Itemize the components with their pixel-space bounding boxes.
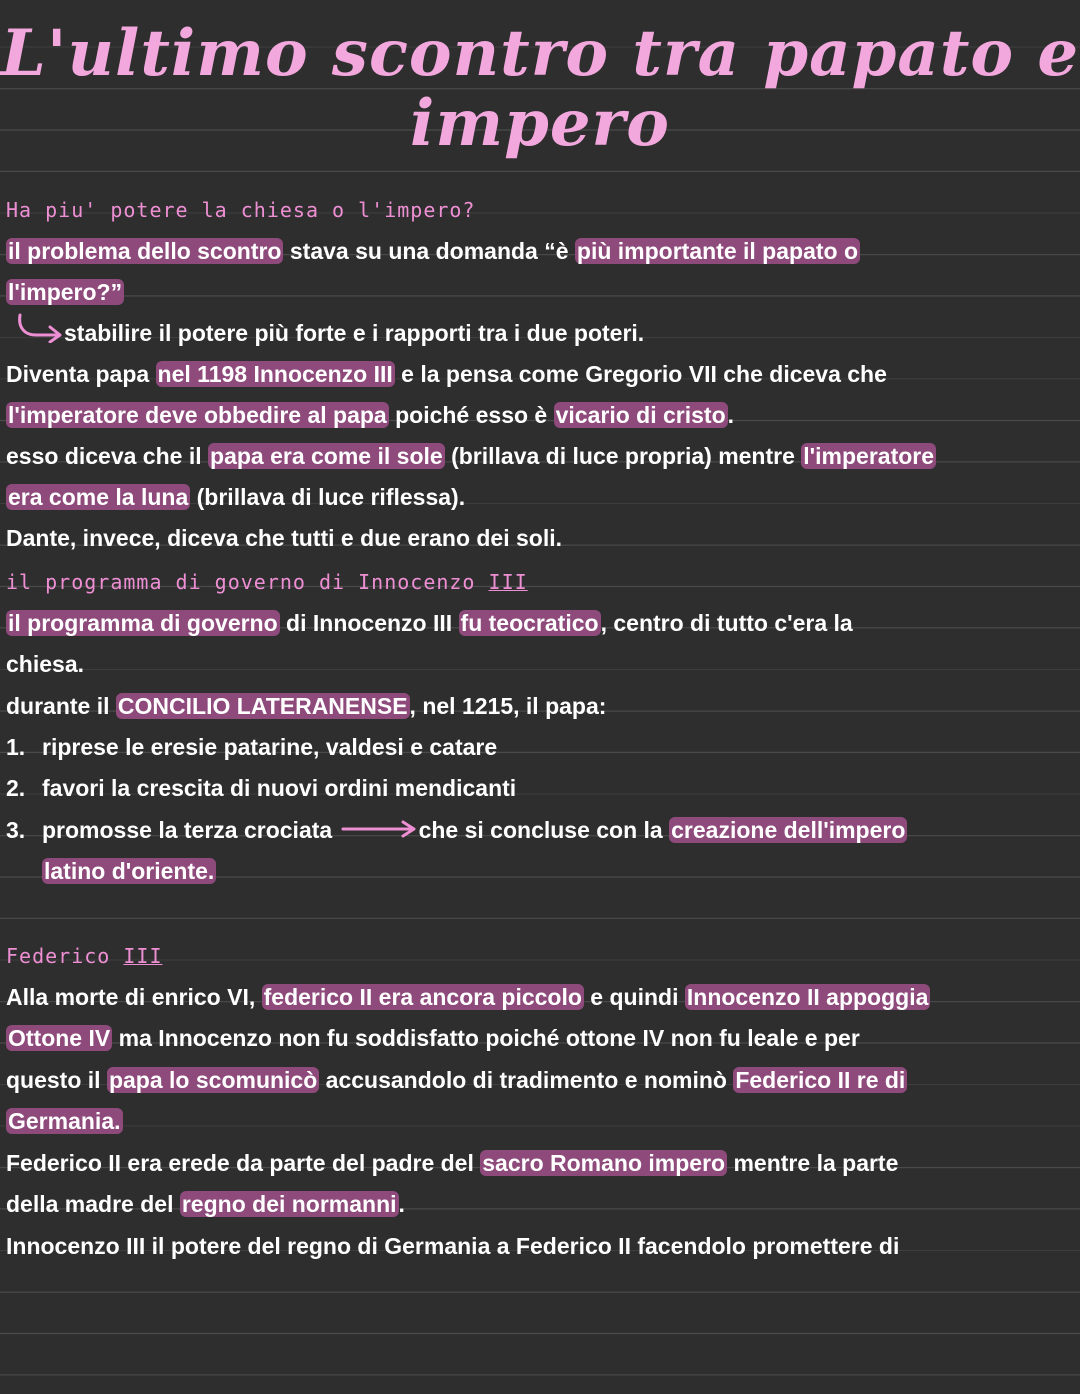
text-run: .	[727, 402, 735, 428]
text-run: che si concluse con la	[418, 817, 670, 843]
heading-text: il programma di governo di Innocenzo	[6, 570, 489, 594]
paragraph-line	[6, 977, 1072, 1018]
paragraph-line	[6, 272, 1072, 313]
paragraph-line	[6, 1101, 1072, 1142]
highlight: Federico II re di	[735, 1067, 906, 1093]
heading-underlined: III	[488, 570, 528, 594]
paragraph-line	[6, 1018, 1072, 1059]
highlight: vicario di cristo	[555, 402, 726, 428]
paragraph-line	[6, 436, 1072, 477]
curved-arrow-icon	[6, 313, 64, 356]
text-run: accusandolo di tradimento e nominò	[319, 1067, 734, 1093]
highlight: fu teocratico	[460, 610, 599, 636]
highlight: Ottone IV	[8, 1025, 111, 1051]
paragraph-line	[6, 231, 1072, 272]
text-run: stava su una domanda “è	[283, 238, 575, 264]
highlight: nel 1198 Innocenzo III	[157, 361, 393, 387]
highlight: regno dei normanni	[181, 1191, 397, 1217]
highlight: creazione dell'impero	[671, 817, 906, 843]
text-run: stabilire il potere più forte e i rapporti tra i due poteri.	[64, 320, 645, 346]
text-run: esso diceva che il	[6, 443, 209, 469]
paragraph-line	[6, 1184, 1072, 1225]
text-run: , nel 1215, il papa:	[409, 693, 607, 719]
highlight: l'impero?”	[8, 279, 123, 305]
list-item-continuation	[6, 851, 1072, 892]
paragraph-line: chiesa.	[6, 651, 84, 677]
text-run: della madre del	[6, 1191, 180, 1217]
text-run: .	[398, 1191, 405, 1217]
text-run: e la pensa come Gregorio VII che diceva che	[394, 361, 887, 387]
section-heading-program	[6, 562, 1072, 603]
page-title-line-1: L'ultimo scontro tra papato e	[0, 16, 1080, 91]
paragraph-line	[6, 1060, 1072, 1101]
section-heading-federico	[6, 936, 1072, 977]
highlight: Germania.	[8, 1108, 121, 1134]
list-text: promosse la terza crociata	[42, 817, 333, 843]
list-text: favori la crescita di nuovi ordini mendicanti	[42, 775, 517, 801]
highlight: CONCILIO LATERANENSE	[117, 693, 408, 719]
text-run: , centro di tutto c'era la	[600, 610, 853, 636]
paragraph-line	[6, 354, 1072, 395]
highlight: il problema dello scontro	[8, 238, 282, 264]
highlight: papa era come il sole	[210, 443, 443, 469]
text-run: questo il	[6, 1067, 107, 1093]
highlight: Innocenzo II appoggia	[686, 984, 929, 1010]
highlight: federico II era ancora piccolo	[263, 984, 582, 1010]
paragraph-line: Innocenzo III il potere del regno di Germania a Federico II facendolo promettere di	[6, 1233, 900, 1259]
text-run: mentre la parte	[727, 1150, 899, 1176]
paragraph-line	[6, 1143, 1072, 1184]
highlight: latino d'oriente.	[44, 858, 215, 884]
page-title-line-2: impero	[410, 86, 670, 161]
highlight: il programma di governo	[8, 610, 278, 636]
text-run: Federico II era erede da parte del padre del	[6, 1150, 481, 1176]
highlight: papa lo scomunicò	[108, 1067, 318, 1093]
list-number: 3.	[6, 817, 26, 843]
text-run: e quindi	[583, 984, 685, 1010]
highlight: l'imperatore deve obbedire al papa	[8, 402, 387, 428]
heading-underlined: III	[123, 944, 163, 968]
text-run: ma Innocenzo non fu soddisfatto poiché ottone IV non fu leale e per	[112, 1025, 860, 1051]
text-run: di Innocenzo III	[279, 610, 459, 636]
highlight: l'imperatore	[803, 443, 935, 469]
list-item	[6, 768, 1072, 809]
heading-text: Federico	[6, 944, 124, 968]
text-run: Alla morte di enrico VI,	[6, 984, 262, 1010]
highlight: era come la luna	[8, 484, 189, 510]
paragraph-line	[6, 603, 1072, 644]
list-item	[6, 810, 1072, 851]
list-number: 2.	[6, 775, 26, 801]
section-heading-power: Ha piu' potere la chiesa o l'impero?	[6, 198, 476, 222]
list-number: 1.	[6, 734, 26, 760]
text-run: durante il	[6, 693, 116, 719]
highlight: sacro Romano impero	[482, 1150, 726, 1176]
paragraph-line: Dante, invece, diceva che tutti e due erano dei soli.	[6, 525, 563, 551]
text-run: (brillava di luce riflessa).	[190, 484, 466, 510]
text-run: (brillava di luce propria) mentre	[444, 443, 802, 469]
text-run: Diventa papa	[6, 361, 156, 387]
list-item	[6, 727, 1072, 768]
paragraph-line	[6, 313, 1072, 354]
arrow-right-icon	[339, 811, 419, 852]
highlight: più importante il papato o	[576, 238, 859, 264]
paragraph-line	[6, 686, 1072, 727]
paragraph-line	[6, 477, 1072, 518]
text-run: poiché esso è	[388, 402, 554, 428]
list-text: riprese le eresie patarine, valdesi e catare	[42, 734, 498, 760]
paragraph-line	[6, 395, 1072, 436]
